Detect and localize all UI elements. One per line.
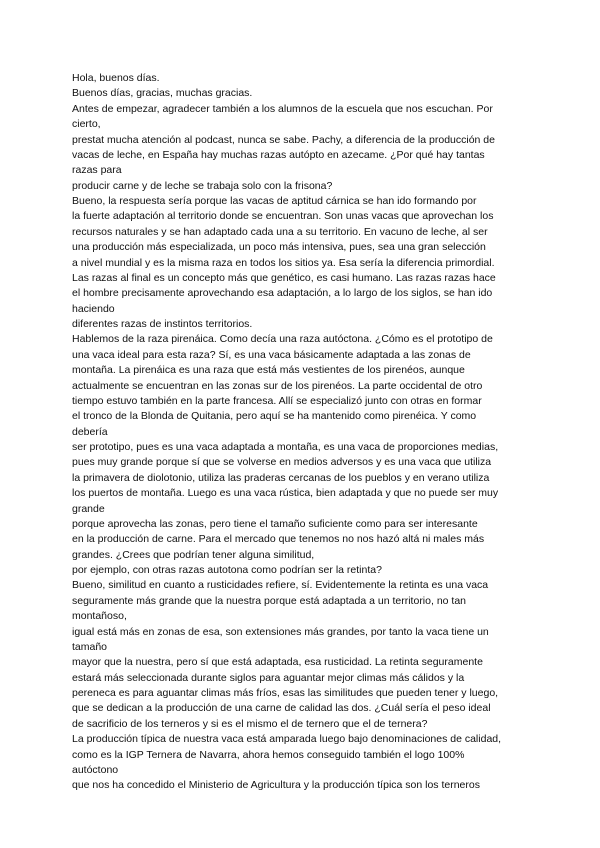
- text-line: porque aprovecha las zonas, pero tiene el tamaño suficiente como para ser interesante: [72, 517, 478, 530]
- text-line: grandes. ¿Crees que podrían tener alguna similitud,: [72, 548, 315, 561]
- text-line: recursos naturales y se han adaptado cada una a su territorio. En vacuno de leche, al ser: [72, 225, 488, 238]
- text-line: el hombre precisamente aprovechando esa adaptación, a lo largo de los siglos, se han ido: [72, 287, 493, 300]
- text-line: debería: [72, 425, 108, 438]
- text-line: vacas de leche, en España hay muchas razas autópto en azecame. ¿Por qué hay tantas: [72, 148, 485, 161]
- text-line: por ejemplo, con otras razas autotona como podrían ser la retinta?: [72, 564, 382, 576]
- text-line: ser prototipo, pues es una vaca adaptada a montaña, es una vaca de proporciones medias,: [72, 441, 499, 453]
- text-line: tiempo estuvo también en la parte francesa. Allí se especializó junto con otras en formar: [72, 394, 482, 407]
- text-line: Antes de empezar, agradecer también a los alumnos de la escuela que nos escuchan. Por: [72, 102, 493, 115]
- text-line: Bueno, la respuesta sería porque las vacas de aptitud cárnica se han ido formando por: [72, 195, 477, 207]
- text-line: Hablemos de la raza pirenáica. Como decía una raza autóctona. ¿Cómo es el prototipo de: [72, 333, 493, 346]
- text-line: estará más seleccionada durante siglos para aguantar mejor climas más cálidos y la: [72, 671, 465, 684]
- text-line: una producción más especializada, un poco más intensiva, pues, sea una gran selección: [72, 241, 486, 254]
- text-line: una vaca ideal para esta raza? Sí, es una vaca básicamente adaptada a las zonas de: [72, 348, 471, 361]
- text-line: prestat mucha atención al podcast, nunca se sabe. Pachy, a diferencia de la producción de: [72, 133, 495, 146]
- text-line: razas para: [72, 164, 122, 177]
- text-line: haciendo: [72, 302, 115, 315]
- text-line: a nivel mundial y es la misma raza en todos los sitios ya. Esa sería la diferencia primordial.: [72, 256, 495, 269]
- text-line: la fuerte adaptación al territorio donde se encuentran. Son unas vacas que aprovechan los: [72, 210, 494, 223]
- transcript-text: [72, 71, 532, 794]
- text-line: grande: [72, 502, 105, 515]
- text-line: en la producción de carne. Para el mercado que tenemos no nos hazó altá ni males más: [72, 533, 485, 546]
- text-line: el tronco de la Blonda de Quitania, pero aquí se ha mantenido como pirenéica. Y como: [72, 410, 477, 423]
- text-line: Las razas al final es un concepto más que genético, es casi humano. Las razas razas hace: [72, 271, 496, 284]
- text-line: seguramente más grande que la nuestra porque está adaptada a un territorio, no tan: [72, 594, 467, 607]
- text-line: La producción típica de nuestra vaca está amparada luego bajo denominaciones de calidad,: [72, 733, 502, 746]
- text-line: autóctono: [72, 763, 119, 776]
- text-line: los puertos de montaña. Luego es una vaca rústica, bien adaptada y que no puede ser muy: [72, 487, 499, 500]
- text-line: diferentes razas de instintos territorios.: [72, 318, 253, 330]
- text-line: de sacrificio de los terneros y si es el mismo el de ternero que el de ternera?: [72, 717, 428, 730]
- text-line: pereneca es para aguantar climas más fríos, esas las similitudes que pueden tener y luego,: [72, 687, 499, 699]
- text-line: montaña. La pirenáica es una raza que está más vestientes de los pirenéos, aunque: [72, 364, 465, 377]
- text-line: cierto,: [72, 118, 101, 131]
- text-line: pues muy grande porque sí que se volverse en medios adversos y es una vaca que utiliza: [72, 456, 492, 469]
- text-line: mayor que la nuestra, pero sí que está adaptada, esa rusticidad. La retinta seguramente: [72, 656, 483, 669]
- text-line: Buenos días, gracias, muchas gracias.: [72, 87, 253, 100]
- text-line: la primavera de diolotonio, utiliza las praderas cercanas de los pueblos y en verano utiliza: [72, 471, 490, 484]
- text-line: montañoso,: [72, 610, 127, 623]
- text-line: como es la IGP Ternera de Navarra, ahora hemos conseguido también el logo 100%: [72, 748, 465, 761]
- text-line: actualmente se encuentran en las zonas sur de los pirenéos. La parte occidental de otro: [72, 379, 483, 392]
- text-line: producir carne y de leche se trabaja solo con la frisona?: [72, 179, 333, 192]
- text-line: que nos ha concedido el Ministerio de Agricultura y la producción típica son los terneros: [72, 779, 480, 792]
- text-line: Hola, buenos días.: [72, 72, 160, 84]
- text-line: tamaño: [72, 640, 108, 653]
- text-line: que se dedican a la producción de una carne de calidad las dos. ¿Cuál sería el peso ideal: [72, 702, 491, 715]
- text-line: igual está más en zonas de esa, son extensiones más grandes, por tanto la vaca tiene un: [72, 625, 489, 638]
- text-line: Bueno, similitud en cuanto a rusticidades refiere, sí. Evidentemente la retinta es una vaca: [72, 579, 489, 592]
